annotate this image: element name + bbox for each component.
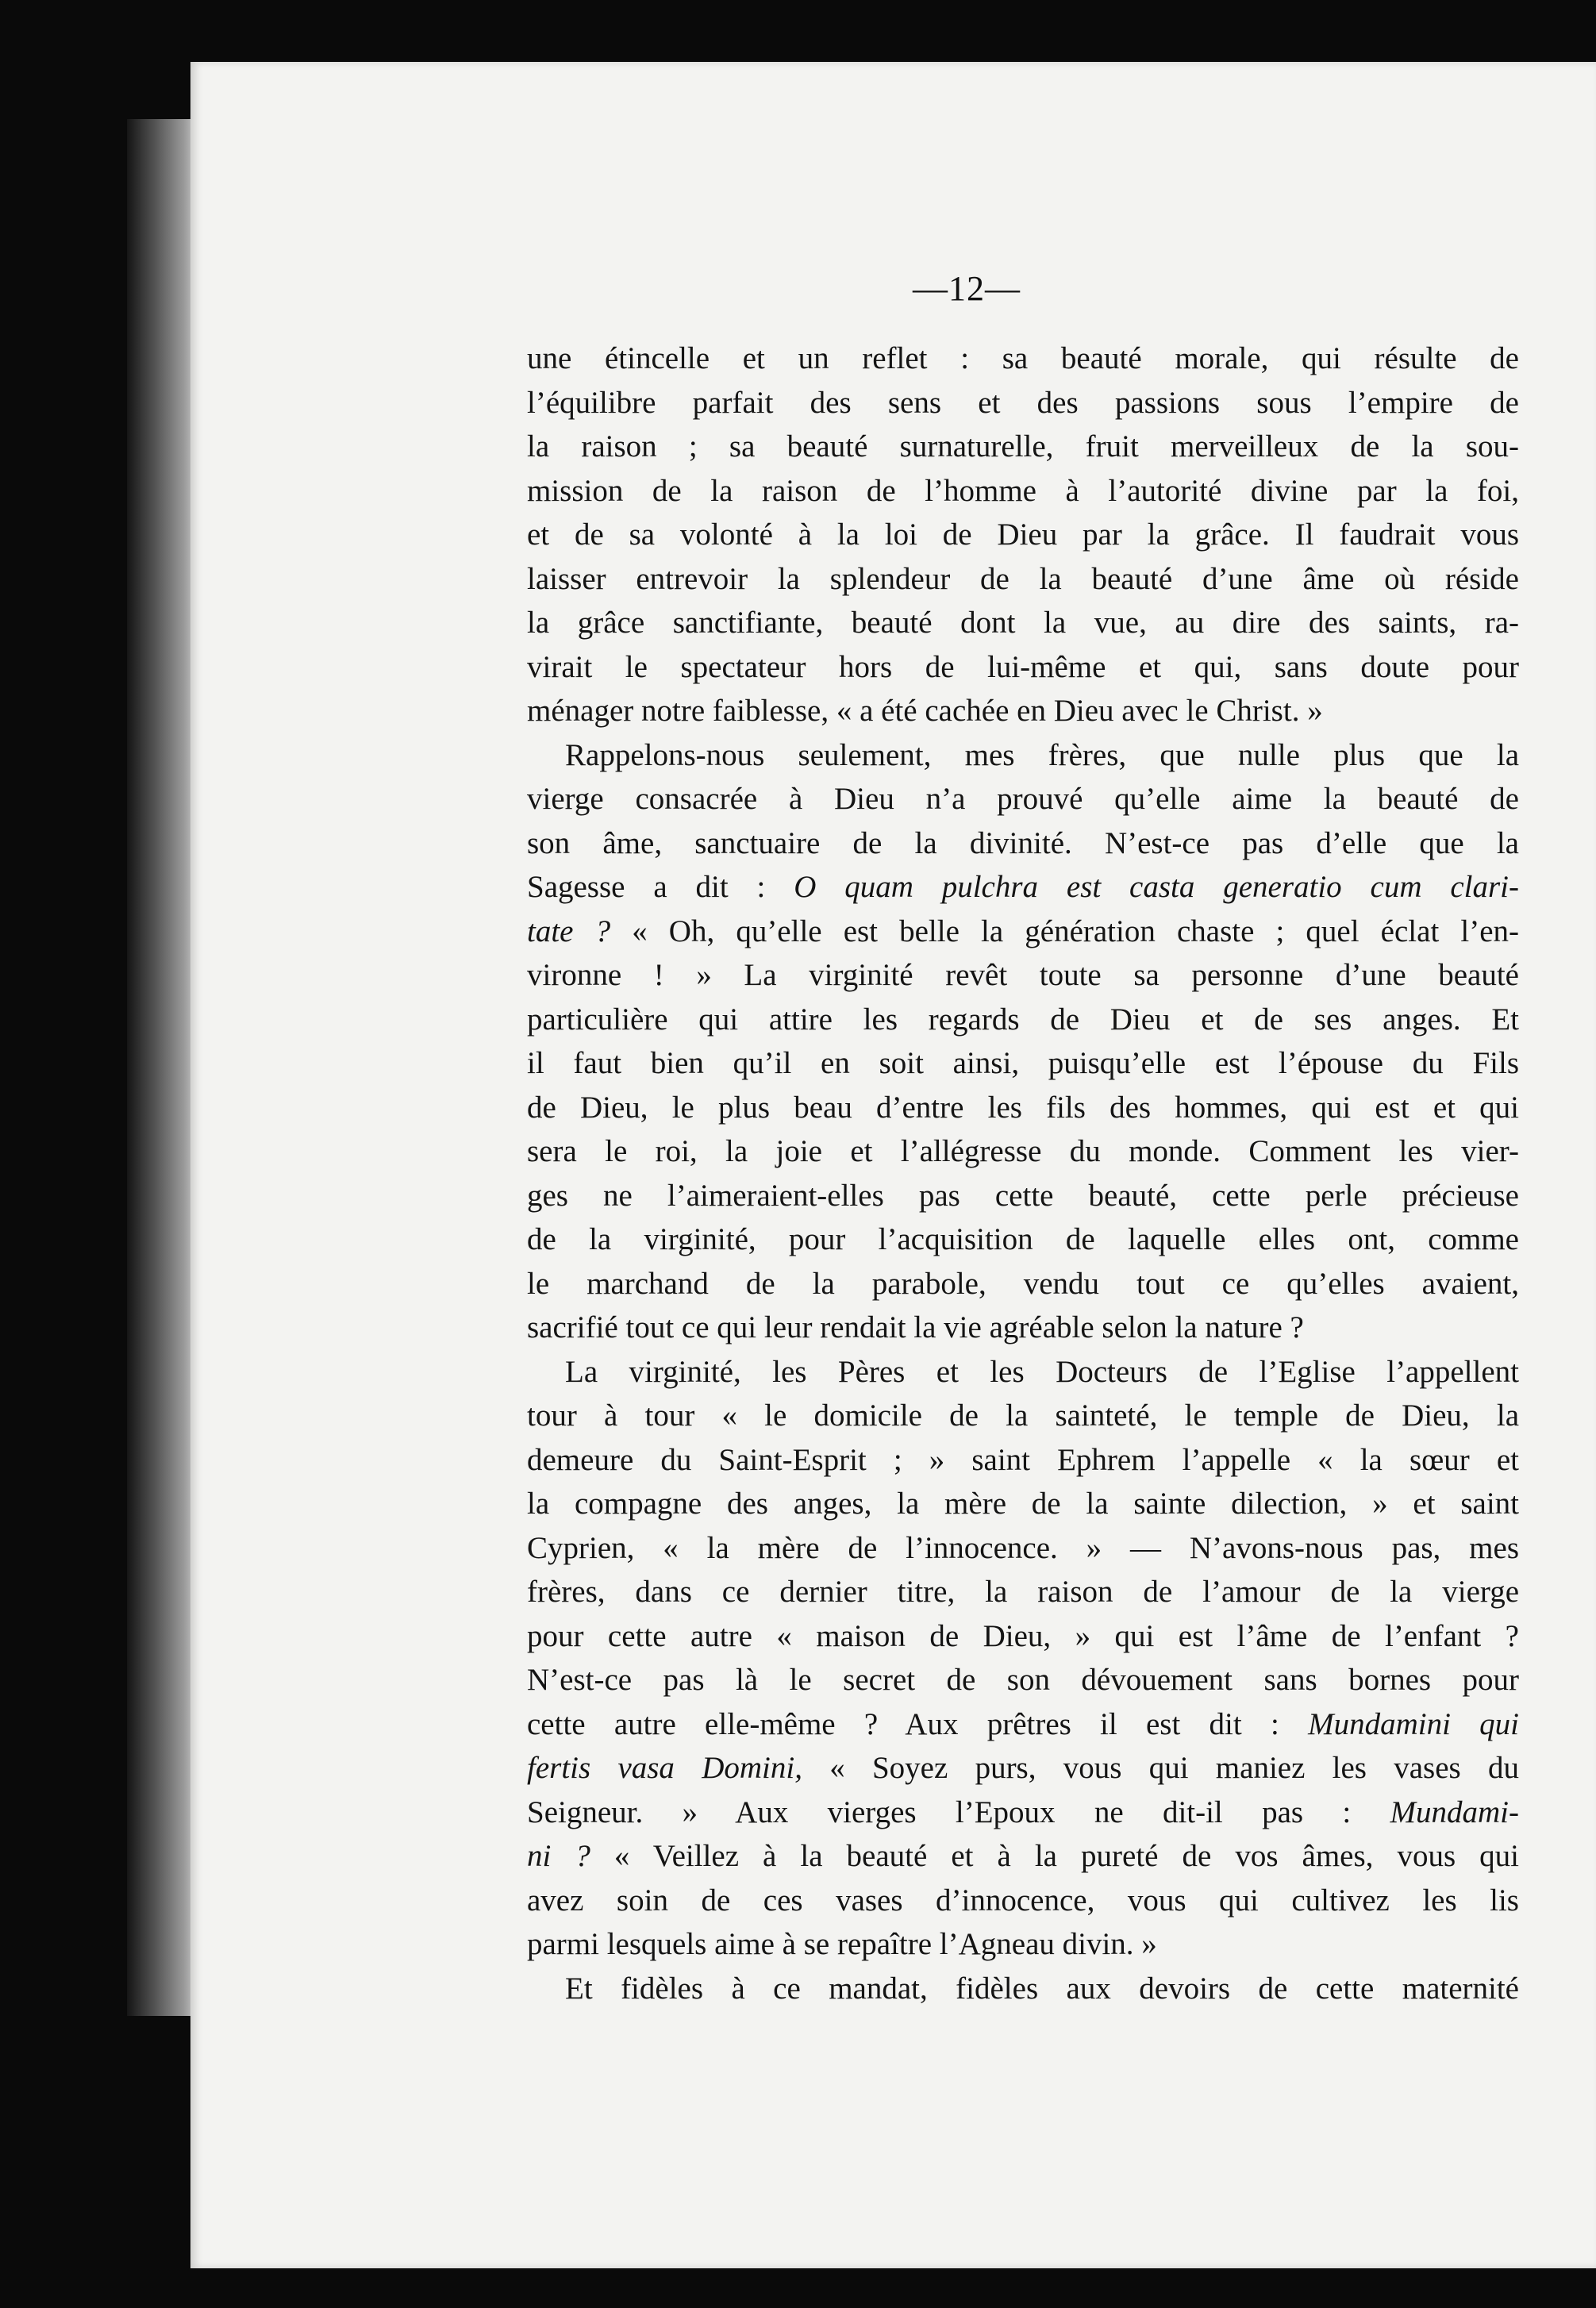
text-line [527,1658,1519,1702]
text-segment: virait le spectateur hors de lui-même et qui, sans doute pour [527,649,1519,684]
latin-quote: O quam pulchra est casta generatio cum clari- [794,870,1519,904]
text-segment: la compagne des anges, la mère de la sainte dilection, » et saint [527,1487,1519,1521]
text-line [527,1791,1519,1835]
text-line [527,821,1519,866]
text-segment: N’est-ce pas là le secret de son dévouement sans bornes pour [527,1663,1519,1697]
text-line [527,645,1519,690]
text-segment: frères, dans ce dernier titre, la raison de l’amour de la vierge [527,1575,1519,1609]
text-line [527,1438,1519,1483]
text-line [527,1086,1519,1130]
text-line [527,1306,1519,1350]
text-segment: ges ne l’aimeraient-elles pas cette beauté, cette perle précieuse [527,1178,1519,1213]
text-segment: mission de la raison de l’homme à l’autorité divine par la foi, [527,473,1519,508]
text-segment: de la virginité, pour l’acquisition de laquelle elles ont, comme [527,1222,1519,1256]
text-segment: Seigneur. » Aux vierges l’Epoux ne dit-il pas : [527,1794,1390,1829]
text-segment: pour cette autre « maison de Dieu, » qui est l’âme de l’enfant ? [527,1618,1519,1653]
body-text [527,337,1519,2010]
text-line [527,910,1519,954]
text-line [527,557,1519,602]
text-line [527,1482,1519,1526]
latin-quote: Mundami- [1390,1794,1519,1829]
text-segment: la grâce sanctifiante, beauté dont la vue, au dire des saints, ra- [527,606,1519,640]
text-segment: Et fidèles à ce mandat, fidèles aux devoirs de cette maternité [565,1971,1519,2006]
text-line [527,1129,1519,1174]
text-segment: La virginité, les Pères et les Docteurs de l’Eglise l’appellent [565,1354,1519,1389]
text-line [527,1702,1519,1747]
text-segment: sera le roi, la joie et l’allégresse du monde. Comment les vier- [527,1134,1519,1168]
latin-quote: tate ? [527,914,611,948]
text-line [527,513,1519,557]
text-line [527,601,1519,645]
text-segment: « Veillez à la beauté et à la pureté de vos âmes, vous qui [590,1839,1519,1873]
text-segment: « Soyez purs, vous qui maniez les vases du [802,1751,1519,1785]
text-line [527,865,1519,910]
text-line [527,1174,1519,1218]
latin-quote: ni ? [527,1839,590,1873]
text-line [527,777,1519,821]
text-segment: le marchand de la parabole, vendu tout ce qu’elles avaient, [527,1266,1519,1301]
latin-quote: Mundamini qui [1308,1706,1519,1741]
text-line [527,469,1519,514]
text-segment: demeure du Saint-Esprit ; » saint Ephrem l’appelle « la sœur et [527,1442,1519,1477]
text-segment: vironne ! » La virginité revêt toute sa personne d’une beauté [527,958,1519,992]
text-line [527,1834,1519,1879]
text-segment: avez soin de ces vases d’innocence, vous qui cultivez les lis [527,1883,1519,1918]
text-line [527,953,1519,998]
text-segment: vierge consacrée à Dieu n’a prouvé qu’elle aime la beauté de [527,782,1519,816]
text-line [527,1922,1519,1967]
text-segment: ménager notre faiblesse, « a été cachée en Dieu avec le Christ. » [527,694,1323,728]
text-line [527,733,1519,778]
text-segment: sacrifié tout ce qui leur rendait la vie agréable selon la nature ? [527,1310,1304,1344]
latin-quote: fertis vasa Domini, [527,1751,802,1785]
text-line [527,1967,1519,2011]
text-segment: cette autre elle-même ? Aux prêtres il est dit : [527,1706,1309,1741]
text-segment: « Oh, qu’elle est belle la génération chaste ; quel éclat l’en- [610,914,1520,948]
page-number: —12— [913,269,1021,308]
text-segment: l’équilibre parfait des sens et des passions sous l’empire de [527,385,1519,420]
text-segment: son âme, sanctuaire de la divinité. N’est-ce pas d’elle que la [527,825,1519,860]
text-line [527,381,1519,425]
text-line [527,1041,1519,1086]
text-line [527,1879,1519,1923]
text-segment: la raison ; sa beauté surnaturelle, fruit merveilleux de la sou- [527,429,1519,464]
text-segment: et de sa volonté à la loi de Dieu par la grâce. Il faudrait vous [527,517,1519,552]
text-line [527,1526,1519,1571]
text-line [527,1262,1519,1306]
text-segment: Rappelons-nous seulement, mes frères, que nulle plus que la [565,737,1519,772]
text-line [527,1217,1519,1262]
text-segment: laisser entrevoir la splendeur de la beauté d’une âme où réside [527,561,1519,596]
text-segment: une étincelle et un reflet : sa beauté morale, qui résulte de [527,341,1519,375]
text-segment: parmi lesquels aime à se repaître l’Agneau divin. » [527,1927,1157,1961]
text-line [527,1394,1519,1438]
text-segment: particulière qui attire les regards de Dieu et de ses anges. Et [527,1002,1519,1037]
text-line [527,689,1519,733]
text-segment: il faut bien qu’il en soit ainsi, puisqu’elle est l’épouse du Fils [527,1046,1519,1080]
text-line [527,1570,1519,1614]
text-segment: tour à tour « le domicile de la sainteté, le temple de Dieu, la [527,1398,1519,1433]
text-segment: Cyprien, « la mère de l’innocence. » — N’avons-nous pas, mes [527,1530,1519,1565]
text-segment: de Dieu, le plus beau d’entre les fils des hommes, qui est et qui [527,1090,1519,1125]
text-line [527,1746,1519,1791]
text-segment: Sagesse a dit : [527,870,794,904]
text-line [527,337,1519,381]
text-line [527,998,1519,1042]
text-line [527,1614,1519,1659]
book-binding-edge [127,119,198,2016]
text-line [527,425,1519,469]
text-line [527,1350,1519,1394]
